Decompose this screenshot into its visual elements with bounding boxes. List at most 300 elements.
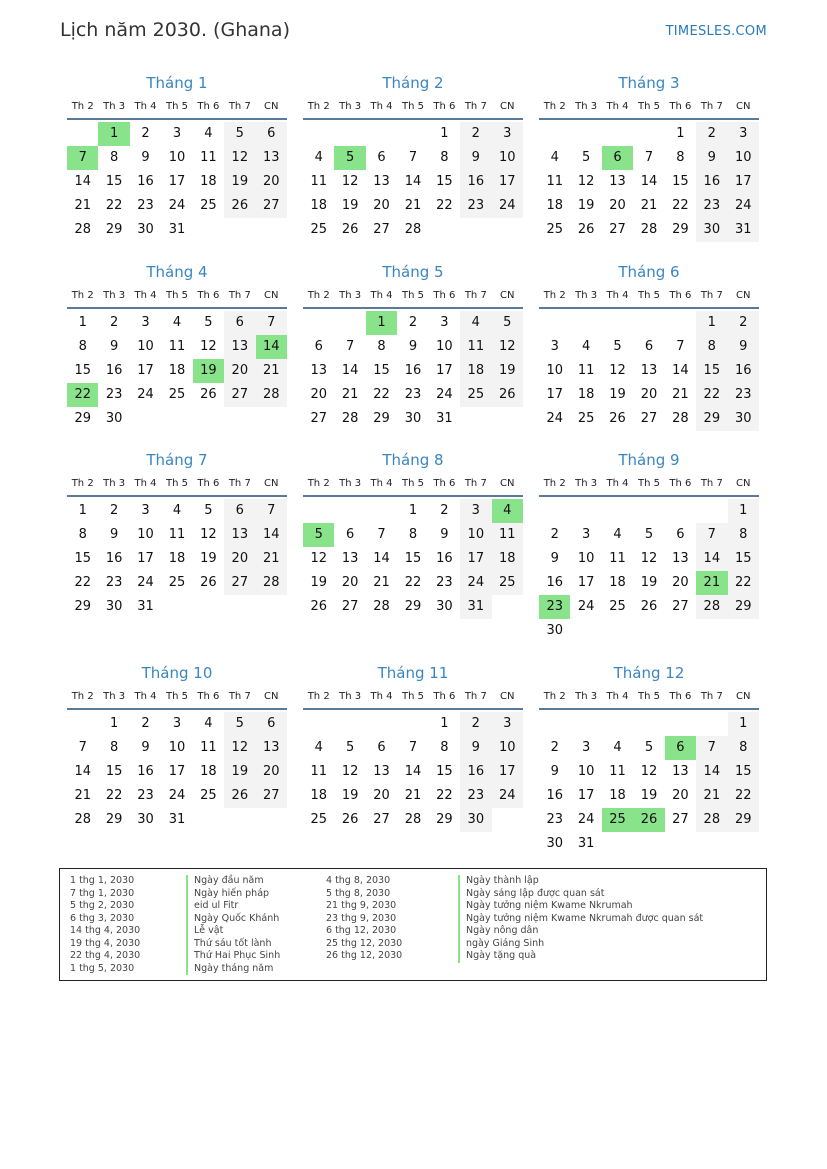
day-cell: 16 <box>728 359 759 383</box>
day-cell: 12 <box>341 764 359 779</box>
day-cell: 22 <box>728 571 759 595</box>
day-empty <box>366 122 397 146</box>
holiday-name: Thứ Hai Phục Sinh <box>186 950 280 963</box>
day-cell: 11 <box>310 764 327 779</box>
day-cell: 22 <box>436 198 453 213</box>
day-cell: 7 <box>377 527 386 542</box>
day-cell: 4 <box>172 315 182 330</box>
day-cell: 2 <box>109 503 119 518</box>
weekday-label: Th 2 <box>71 290 94 301</box>
day-cell: 29 <box>436 812 453 827</box>
weekday-label: Th 5 <box>401 691 424 702</box>
weekday-label: Th 6 <box>669 101 692 112</box>
day-cell: 17 <box>577 575 595 590</box>
day-cell: 26 <box>609 411 626 426</box>
day-cell: 26 <box>224 194 255 218</box>
day-cell: 15 <box>373 363 390 378</box>
day-cell: 27 <box>373 222 390 237</box>
month-9 <box>539 447 759 643</box>
month-title: Tháng 7 <box>146 451 208 469</box>
day-empty <box>366 712 397 736</box>
day-cell: 27 <box>373 812 390 827</box>
weekday-label: CN <box>736 290 751 301</box>
weekday-label: Th 5 <box>401 478 424 489</box>
day-cell: 2 <box>141 126 150 141</box>
day-cell: 23 <box>137 788 154 803</box>
day-cell: 21 <box>74 788 91 803</box>
weekday-label: Th 2 <box>307 101 330 112</box>
day-cell: 25 <box>310 222 327 237</box>
day-cell: 12 <box>224 146 255 170</box>
day-cell: 11 <box>200 150 217 165</box>
day-cell: 17 <box>168 764 186 779</box>
month-2 <box>303 70 523 242</box>
day-cell: 19 <box>200 551 217 566</box>
day-empty <box>602 499 633 523</box>
days-grid <box>539 122 759 242</box>
weekday-label: Th 2 <box>543 478 566 489</box>
weekday-label: Th 5 <box>637 290 660 301</box>
month-title: Tháng 12 <box>613 664 685 682</box>
day-cell: 12 <box>224 736 255 760</box>
day-cell: 8 <box>440 740 449 755</box>
holiday-date: 22 thg 4, 2030 <box>70 950 141 961</box>
day-cell: 3 <box>728 122 759 146</box>
day-cell: 7 <box>256 499 287 523</box>
weekday-label: Th 5 <box>165 478 188 489</box>
day-cell: 19 <box>640 788 658 803</box>
holiday-name: Ngày tháng năm <box>186 963 280 976</box>
day-cell: 29 <box>728 808 759 832</box>
holiday-names-column-2 <box>458 875 703 963</box>
days-grid <box>67 712 287 832</box>
day-cell: 5 <box>204 315 213 330</box>
day-cell-holiday: 4 <box>492 499 523 523</box>
holiday-name: eid ul Fitr <box>186 900 280 913</box>
day-cell: 9 <box>460 146 491 170</box>
day-cell: 28 <box>373 599 390 614</box>
day-cell: 23 <box>460 194 491 218</box>
day-cell: 9 <box>109 339 119 354</box>
day-cell: 8 <box>728 523 759 547</box>
day-cell: 25 <box>310 812 327 827</box>
day-empty <box>334 499 365 523</box>
day-cell: 18 <box>168 363 186 378</box>
day-cell: 16 <box>137 764 154 779</box>
day-cell: 1 <box>676 126 685 141</box>
day-cell: 12 <box>492 335 523 359</box>
day-cell: 6 <box>256 122 287 146</box>
weekday-label: Th 2 <box>71 101 94 112</box>
month-10 <box>67 660 287 832</box>
day-cell: 23 <box>105 575 123 590</box>
day-cell: 12 <box>577 174 595 189</box>
day-cell: 20 <box>373 198 390 213</box>
day-cell: 9 <box>141 740 150 755</box>
day-empty <box>303 122 334 146</box>
month-title: Tháng 6 <box>618 263 680 281</box>
day-cell: 28 <box>696 595 727 619</box>
day-cell: 28 <box>672 411 689 426</box>
day-cell: 22 <box>728 784 759 808</box>
day-cell: 2 <box>696 122 727 146</box>
days-grid <box>67 499 287 619</box>
day-empty <box>303 311 334 335</box>
weekday-header <box>539 96 759 120</box>
day-cell-holiday: 1 <box>98 122 129 146</box>
weekday-label: CN <box>736 478 751 489</box>
day-cell: 16 <box>460 760 491 784</box>
day-empty <box>539 122 570 146</box>
weekday-label: CN <box>736 101 751 112</box>
day-cell: 26 <box>577 222 595 237</box>
weekday-label: Th 5 <box>401 101 424 112</box>
weekday-label: Th 3 <box>103 290 126 301</box>
day-cell: 6 <box>224 499 255 523</box>
days-grid <box>539 499 759 643</box>
day-cell: 25 <box>200 788 217 803</box>
holiday-name: Ngày tặng quà <box>458 950 703 963</box>
day-cell: 13 <box>256 146 287 170</box>
day-cell: 4 <box>460 311 491 335</box>
weekday-label: Th 3 <box>339 691 362 702</box>
day-cell: 28 <box>640 222 658 237</box>
day-cell: 7 <box>696 523 727 547</box>
day-cell: 30 <box>460 808 491 832</box>
day-cell: 15 <box>436 764 453 779</box>
holiday-date: 26 thg 12, 2030 <box>326 950 403 961</box>
day-cell: 5 <box>644 740 654 755</box>
day-cell: 2 <box>440 503 449 518</box>
day-empty <box>67 122 98 146</box>
day-cell: 18 <box>546 198 563 213</box>
weekday-label: CN <box>500 691 515 702</box>
day-cell: 25 <box>609 599 626 614</box>
day-cell: 12 <box>640 551 658 566</box>
day-cell: 9 <box>460 736 491 760</box>
page-title: Lịch năm 2030. (Ghana) <box>60 19 290 41</box>
weekday-label: Th 7 <box>464 691 487 702</box>
day-cell: 19 <box>224 760 255 784</box>
day-cell: 4 <box>314 740 323 755</box>
day-cell: 27 <box>672 812 689 827</box>
holiday-list <box>59 868 767 981</box>
holiday-name: Ngày hiến pháp <box>186 888 280 901</box>
day-cell-holiday: 22 <box>67 383 98 407</box>
day-cell: 17 <box>492 170 523 194</box>
day-cell: 6 <box>377 740 386 755</box>
day-empty <box>665 712 696 736</box>
day-empty <box>696 499 727 523</box>
day-cell: 18 <box>577 387 595 402</box>
weekday-label: Th 4 <box>134 691 157 702</box>
day-cell: 4 <box>204 716 213 731</box>
weekday-label: Th 5 <box>165 101 188 112</box>
day-cell: 17 <box>728 170 759 194</box>
day-cell: 27 <box>672 599 689 614</box>
day-cell: 28 <box>341 411 359 426</box>
day-cell: 20 <box>609 198 626 213</box>
day-cell: 31 <box>168 812 186 827</box>
day-cell: 15 <box>404 551 422 566</box>
day-cell: 9 <box>440 527 449 542</box>
day-cell: 2 <box>408 315 418 330</box>
weekday-label: Th 4 <box>370 290 393 301</box>
site-link[interactable]: TIMESLES.COM <box>665 24 767 39</box>
day-cell: 5 <box>492 311 523 335</box>
day-cell: 25 <box>168 575 186 590</box>
day-cell: 15 <box>728 760 759 784</box>
day-cell: 26 <box>224 784 255 808</box>
holiday-date: 23 thg 9, 2030 <box>326 912 397 924</box>
day-cell: 10 <box>137 339 154 354</box>
day-cell: 1 <box>78 315 87 330</box>
day-cell-holiday: 7 <box>67 146 98 170</box>
day-cell: 10 <box>577 764 595 779</box>
day-cell: 21 <box>404 788 422 803</box>
day-cell: 25 <box>168 387 186 402</box>
holiday-date: 1 thg 5, 2030 <box>70 962 135 974</box>
day-empty <box>570 499 601 523</box>
day-cell: 15 <box>74 551 91 566</box>
day-cell: 4 <box>204 126 213 141</box>
weekday-label: Th 6 <box>433 478 456 489</box>
day-empty <box>570 311 601 335</box>
holiday-name: Ngày tưởng niệm Kwame Nkrumah được quan sát <box>458 913 703 926</box>
day-cell: 10 <box>492 146 523 170</box>
day-cell: 29 <box>373 411 390 426</box>
day-cell: 24 <box>137 575 154 590</box>
day-cell-holiday: 5 <box>303 523 334 547</box>
day-empty <box>334 712 365 736</box>
day-cell: 8 <box>78 527 87 542</box>
day-cell: 14 <box>341 363 359 378</box>
day-cell-holiday: 5 <box>334 146 365 170</box>
day-cell: 13 <box>373 174 390 189</box>
day-cell: 8 <box>408 527 418 542</box>
day-cell-holiday: 21 <box>696 571 727 595</box>
weekday-label: Th 7 <box>700 290 723 301</box>
day-cell: 17 <box>492 760 523 784</box>
day-cell: 19 <box>577 198 595 213</box>
day-cell: 2 <box>728 311 759 335</box>
weekday-label: Th 6 <box>197 290 220 301</box>
day-cell: 26 <box>310 599 327 614</box>
day-cell: 3 <box>550 339 559 354</box>
day-empty <box>602 712 633 736</box>
day-empty <box>633 311 664 335</box>
day-empty <box>539 499 570 523</box>
day-cell: 7 <box>644 150 654 165</box>
day-cell: 3 <box>172 126 182 141</box>
weekday-label: Th 2 <box>307 478 330 489</box>
day-cell-holiday: 23 <box>539 595 570 619</box>
day-cell: 20 <box>640 387 658 402</box>
weekday-header <box>539 686 759 710</box>
day-cell: 27 <box>640 411 658 426</box>
day-cell: 25 <box>546 222 563 237</box>
month-title: Tháng 10 <box>141 664 213 682</box>
holiday-date: 19 thg 4, 2030 <box>70 937 141 949</box>
day-cell: 22 <box>672 198 689 213</box>
day-cell: 20 <box>256 170 287 194</box>
day-cell: 25 <box>577 411 595 426</box>
day-cell: 26 <box>200 387 217 402</box>
holiday-name: Ngày tưởng niệm Kwame Nkrumah <box>458 900 703 913</box>
day-cell: 29 <box>728 595 759 619</box>
day-cell: 4 <box>172 503 182 518</box>
day-cell-holiday: 26 <box>633 808 664 832</box>
weekday-header <box>303 96 523 120</box>
day-cell: 11 <box>200 740 217 755</box>
holiday-name: Thứ sáu tốt lành <box>186 938 280 951</box>
day-cell: 5 <box>613 339 622 354</box>
day-cell: 17 <box>460 547 491 571</box>
day-cell: 26 <box>341 812 359 827</box>
weekday-label: Th 7 <box>228 691 251 702</box>
day-cell: 30 <box>696 218 727 242</box>
day-cell: 4 <box>613 527 622 542</box>
weekday-label: Th 7 <box>700 101 723 112</box>
day-cell: 30 <box>546 623 563 638</box>
day-cell: 23 <box>728 383 759 407</box>
day-cell: 26 <box>640 599 658 614</box>
day-cell: 7 <box>256 311 287 335</box>
weekday-header <box>67 473 287 497</box>
weekday-label: Th 7 <box>228 478 251 489</box>
weekday-label: CN <box>264 101 279 112</box>
day-cell: 11 <box>168 527 186 542</box>
day-cell: 29 <box>404 599 422 614</box>
day-cell: 30 <box>728 407 759 431</box>
day-cell: 24 <box>577 599 595 614</box>
weekday-label: Th 5 <box>637 691 660 702</box>
day-cell: 29 <box>105 812 123 827</box>
day-cell: 25 <box>460 383 491 407</box>
day-cell-holiday: 6 <box>602 146 633 170</box>
day-cell: 22 <box>105 788 123 803</box>
day-cell: 5 <box>204 503 213 518</box>
day-cell: 6 <box>676 527 685 542</box>
day-cell: 29 <box>105 222 123 237</box>
day-cell: 24 <box>137 387 154 402</box>
day-cell: 15 <box>696 359 727 383</box>
day-cell: 6 <box>644 339 654 354</box>
day-cell: 13 <box>672 764 689 779</box>
day-cell: 17 <box>137 551 154 566</box>
day-cell: 23 <box>137 198 154 213</box>
day-cell: 3 <box>460 499 491 523</box>
day-cell: 30 <box>105 599 123 614</box>
holiday-date: 25 thg 12, 2030 <box>326 937 403 949</box>
day-cell: 10 <box>728 146 759 170</box>
day-cell: 30 <box>105 411 123 426</box>
weekday-label: Th 6 <box>433 290 456 301</box>
day-cell: 15 <box>436 174 453 189</box>
day-cell: 7 <box>408 740 418 755</box>
weekday-label: Th 7 <box>464 478 487 489</box>
day-cell: 12 <box>341 174 359 189</box>
day-cell: 28 <box>404 222 422 237</box>
days-grid <box>67 311 287 431</box>
days-grid <box>303 499 523 619</box>
days-grid <box>67 122 287 242</box>
weekday-label: CN <box>264 691 279 702</box>
day-cell: 3 <box>172 716 182 731</box>
day-cell: 27 <box>256 194 287 218</box>
day-cell: 9 <box>141 150 150 165</box>
weekday-label: Th 7 <box>700 478 723 489</box>
day-cell: 23 <box>460 784 491 808</box>
day-cell: 28 <box>256 383 287 407</box>
day-cell: 24 <box>168 198 186 213</box>
days-grid <box>303 311 523 431</box>
day-cell: 25 <box>200 198 217 213</box>
day-cell: 31 <box>436 411 453 426</box>
month-title: Tháng 4 <box>146 263 208 281</box>
day-cell: 9 <box>550 551 559 566</box>
day-cell: 23 <box>696 194 727 218</box>
weekday-label: Th 2 <box>543 691 566 702</box>
day-empty <box>633 712 664 736</box>
day-cell-holiday: 19 <box>193 359 224 383</box>
day-cell: 14 <box>404 764 422 779</box>
day-cell: 13 <box>672 551 689 566</box>
month-5 <box>303 259 523 431</box>
day-cell: 4 <box>550 150 559 165</box>
day-cell: 8 <box>440 150 449 165</box>
weekday-header <box>67 285 287 309</box>
holiday-name: Ngày nông dân <box>458 925 703 938</box>
holiday-dates-column-2 <box>326 875 402 963</box>
weekday-label: Th 4 <box>606 691 629 702</box>
day-empty <box>539 712 570 736</box>
day-cell: 6 <box>314 339 323 354</box>
day-empty <box>366 499 397 523</box>
days-grid <box>303 122 523 242</box>
day-cell: 29 <box>74 599 91 614</box>
day-empty <box>665 499 696 523</box>
day-cell: 24 <box>168 788 186 803</box>
day-cell: 15 <box>74 363 91 378</box>
day-cell: 21 <box>404 198 422 213</box>
day-cell: 21 <box>256 547 287 571</box>
weekday-label: Th 2 <box>543 290 566 301</box>
day-cell: 21 <box>74 198 91 213</box>
day-cell: 20 <box>672 788 689 803</box>
day-cell: 13 <box>256 736 287 760</box>
day-cell: 13 <box>341 551 359 566</box>
day-empty <box>303 499 334 523</box>
day-cell: 26 <box>492 383 523 407</box>
day-cell: 10 <box>577 551 595 566</box>
weekday-header <box>303 285 523 309</box>
weekday-label: Th 3 <box>339 101 362 112</box>
day-cell: 18 <box>168 551 186 566</box>
day-cell: 18 <box>310 198 327 213</box>
day-cell: 13 <box>310 363 327 378</box>
day-cell: 14 <box>672 363 689 378</box>
weekday-header <box>303 473 523 497</box>
day-cell: 23 <box>404 387 422 402</box>
holiday-date: 21 thg 9, 2030 <box>326 900 397 911</box>
holiday-name: Ngày đầu năm <box>186 875 280 888</box>
day-cell: 2 <box>550 740 559 755</box>
day-cell: 18 <box>310 788 327 803</box>
day-cell: 16 <box>436 551 453 566</box>
day-empty <box>539 311 570 335</box>
weekday-label: Th 6 <box>669 290 692 301</box>
